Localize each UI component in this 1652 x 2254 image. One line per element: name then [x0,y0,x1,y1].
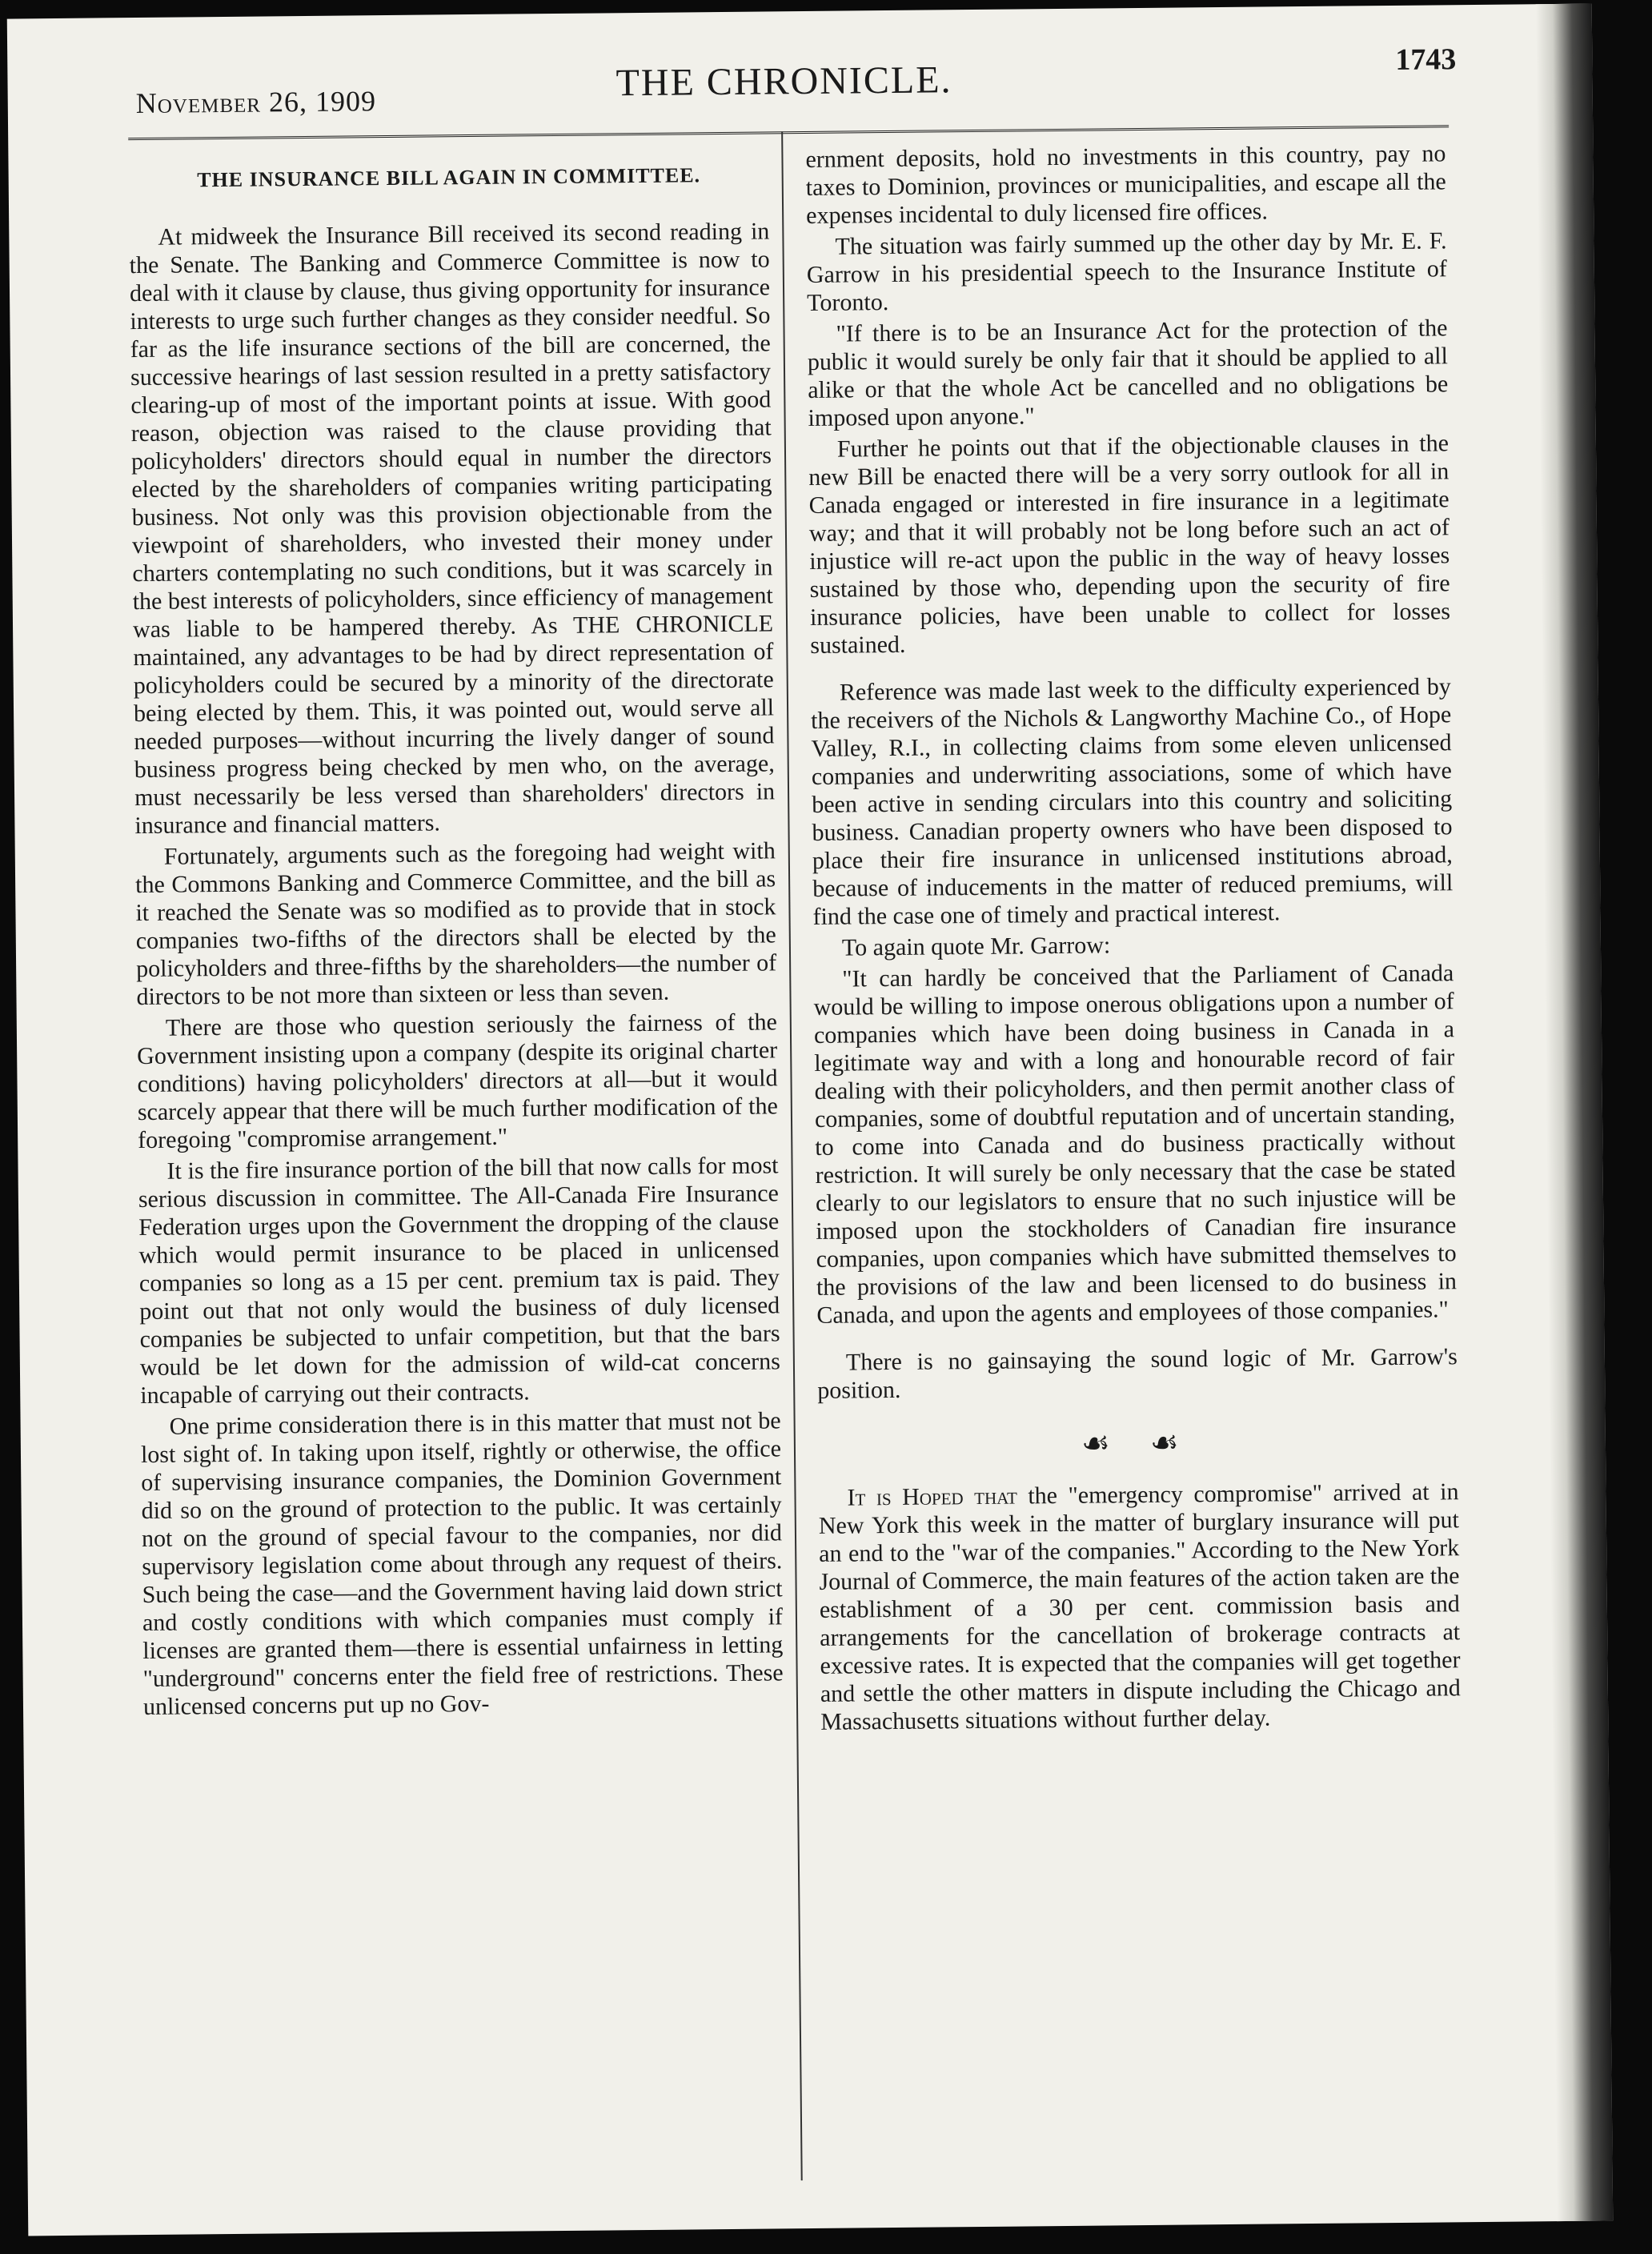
brief-text: the "emergency compromise" arrived at in New York this week in the matter of burglary insurance will put an end to the "war of the companies." According to the New York Journal of Commerce, the main features of the action taken are the establishment of a 30 per cent. commission basis and arrangements for the cancellation of brokerage contracts at excessive rates. It is expected that the companies will get together and settle the other matters in dispute including the Chicago and Massachusetts situations without further delay. [818,1478,1462,1735]
column-divider [781,131,803,2180]
article-paragraph: One prime consideration there is in this matter that must not be lost sight of. In taking upon itself, rightly or otherwise, the office of supervising insurance companies, the Dominion Government did so on the ground of protection to the public. It was certainly not on the ground of special favour to the companies, nor did supervisory legislation come about through any request of theirs. Such being the case—and the Government having laid down strict and costly conditions with which companies must comply if licenses are granted them—there is essential unfairness in letting "underground" concerns enter the field free of restrictions. These unlicensed concerns put up no Gov- [140,1407,784,1721]
article-quote: "If there is to be an Insurance Act for the protection of the public it would surely be only fair that it should be applied to all alike or that the whole Act be cancelled and no obligations be imposed upon anyone." [807,315,1449,431]
article-paragraph: At midweek the Insurance Bill received its second reading in the Senate. The Banking and Commerce Committee is now to deal with it clause by clause, thus giving opportunity for insurance interests to urge such further changes as they consider needful. So far as the life insurance sections of the bill are concerned, the successive hearings of last session resulted in a pretty satisfactory clearing-up of most of the important points at issue. With good reason, objection was raised to the clause providing that policyholders' directors should equal in number the directors elected by the shareholders of companies writing participating business. Not only was this provision objectionable from the viewpoint of shareholders, who invested their money under charters contemplating no such conditions, but it was scarcely in the best interests of policyholders, since efficiency of management was liable to be hampered thereby. As THE CHRONICLE maintained, any advantages to be had by direct representation of policyholders could be secured by a minority of the directorate being elected by them. This, it was pointed out, would serve all needed purposes—without incurring the lively danger of sound business progress being checked by men who, on the average, must necessarily be less versed than shareholders' directors in insurance and financial matters. [129,218,776,840]
article-paragraph: Fortunately, arguments such as the foregoing had weight with the Commons Banking and Commerce Committee, and the bill as it reached the Senate was so modified as to provide that in stock companies two-fifths of the directors shall be elected by the policyholders and three-fifths by the shareholders—the number of directors to be not more than sixteen or less than seven. [134,837,777,1011]
article-paragraph: There is no gainsaying the sound logic of Mr. Garrow's position. [817,1343,1458,1404]
brief-paragraph [818,1478,1461,1736]
article-paragraph: Further he points out that if the objectionable clauses in the new Bill be enacted there will be a very sorry outlook for all in Canada engaged or interested in fire insurance in a legitimate way; and that it will probably not be long before such an act of injustice will re-act upon the public in the way of heavy losses sustained by those who, depending upon the security of fire insurance policies, have been unable to collect for losses sustained. [808,430,1451,659]
page-header [111,42,1457,118]
article-quote: "It can hardly be conceived that the Parliament of Canada would be willing to impose onerous obligations upon a number of companies which have been doing business in Canada in a legitimate way and with a long and honourable record of fair dealing with their policyholders, and then permit another class of companies, some of doubtful reputation and of uncertain standing, to come into Canada and do business practically without restriction. It will surely be only necessary that the case be stated clearly to our legislators to ensure that no such injustice will be imposed upon the stockholders of Canadian fire insurance companies, upon companies which have submitted themselves to the provisions of the law and been licensed to do business in Canada, and upon the agents and employees of those companies." [813,960,1458,1329]
publication-title: THE CHRONICLE. [615,58,952,105]
article-headline: THE INSURANCE BILL AGAIN IN COMMITTEE. [197,163,701,192]
article-paragraph: It is the fire insurance portion of the bill that now calls for most serious discussion in committee. The All-Canada Fire Insurance Federation urges upon the Government the dropping of the clause which would permit insurance to be placed in unlicensed companies so long as a 15 per cent. premium tax is paid. They point out that not only would the business of duly licensed companies be subjected to unfair competition, but that the bars would be let down for the admission of wild-cat concerns incapable of carrying out their contracts. [138,1152,781,1410]
article-paragraph: The situation was fairly summed up the other day by Mr. E. F. Garrow in his presidential speech to the Insurance Institute of Toronto. [806,227,1447,316]
right-column [805,139,1461,1739]
article-paragraph: Reference was made last week to the difficulty experienced by the receivers of the Nichols & Langworthy Machine Co., of Hope Valley, R.I., in collecting claims from some eleven unlicensed companies and underwriting associations, some of which have been active in sending circulars into this country and soliciting business. Canadian property owners who have been disposed to place their fire insurance in unlicensed institutions abroad, because of inducements in the matter of reduced premiums, will find the case one of timely and practical interest. [811,673,1454,930]
article-paragraph: There are those who question seriously the fairness of the Government insisting upon a company (despite its original charter conditions) having policyholders' directors at all—but it would scarcely appear that there will be much further modification of the foregoing "compromise arrangement." [137,1009,778,1154]
section-separator-ornament: ☙ ☙ [1081,1424,1195,1462]
brief-lead-in: It is Hoped that [847,1482,1017,1511]
page-number: 1743 [1395,42,1457,77]
newspaper-page [7,4,1613,2236]
article-paragraph: ernment deposits, hold no investments in this country, pay no taxes to Dominion, provinces or municipalities, and escape all the expenses incidental to duly licensed fire offices. [805,140,1446,229]
left-column [128,146,784,1724]
article-paragraph: To again quote Mr. Garrow: [841,932,1111,961]
book-binding-shadow [1536,4,1614,2222]
issue-date: November 26, 1909 [135,85,377,120]
header-rule [128,125,1449,140]
